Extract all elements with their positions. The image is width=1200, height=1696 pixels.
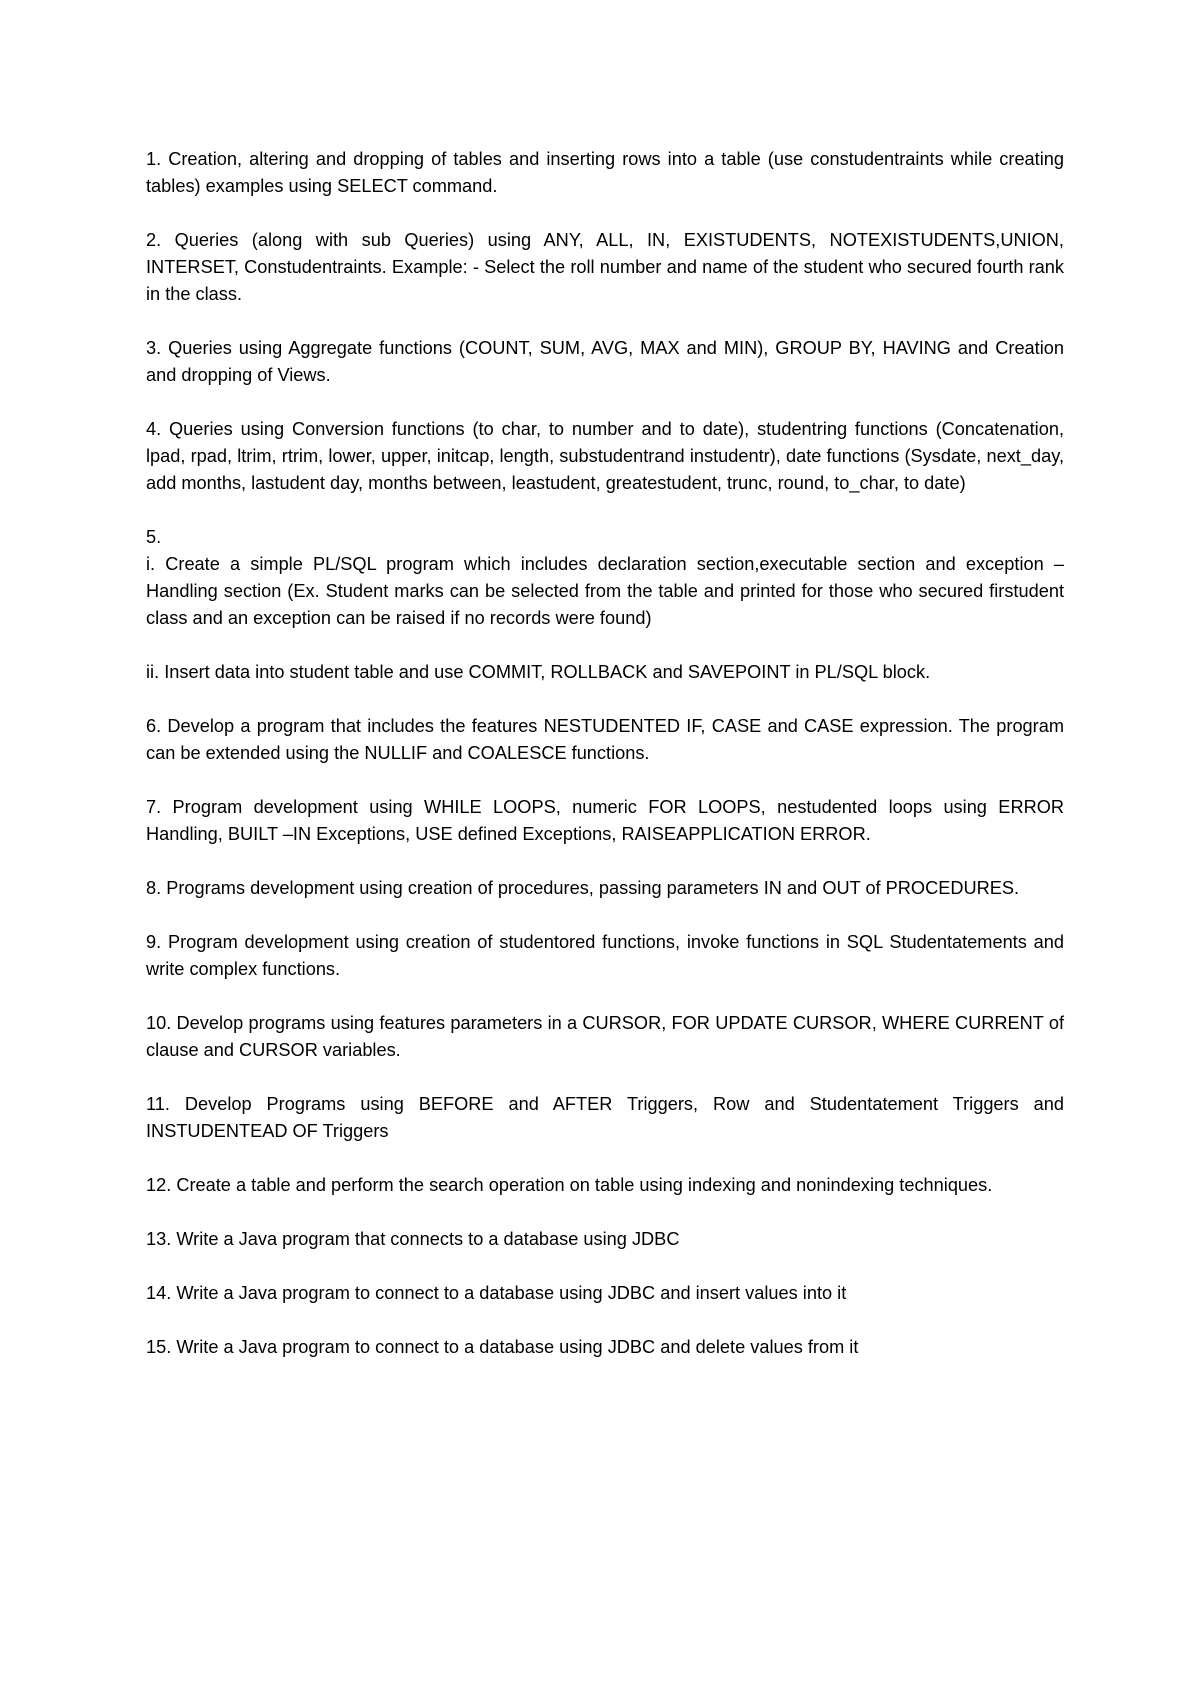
item-5-ii: ii. Insert data into student table and use COMMIT, ROLLBACK and SAVEPOINT in PL/SQL block. [146, 662, 931, 682]
item-7: 7. Program development using WHILE LOOPS, numeric FOR LOOPS, nestudented loops using ERROR Handling, BUILT –IN Exceptions, USE defined Exceptions, RAISEAPPLICATION ERROR. [146, 797, 1064, 844]
item-12: 12. Create a table and perform the search operation on table using indexing and nonindexing techniques. [146, 1175, 993, 1195]
item-9: 9. Program development using creation of studentored functions, invoke functions in SQL Studentatements and write complex functions. [146, 932, 1064, 979]
item-5-i: i. Create a simple PL/SQL program which includes declaration section,executable section and exception –Handling section (Ex. Student marks can be selected from the table and printed for those who secured firstudent class and an exception can be raised if no records were found) [146, 554, 1064, 628]
item-13: 13. Write a Java program that connects to a database using JDBC [146, 1229, 680, 1249]
item-3: 3. Queries using Aggregate functions (COUNT, SUM, AVG, MAX and MIN), GROUP BY, HAVING and Creation and dropping of Views. [146, 338, 1064, 385]
item-8: 8. Programs development using creation of procedures, passing parameters IN and OUT of PROCEDURES. [146, 878, 1020, 898]
document-body [146, 146, 1064, 1361]
item-14: 14. Write a Java program to connect to a database using JDBC and insert values into it [146, 1283, 847, 1303]
item-11: 11. Develop Programs using BEFORE and AFTER Triggers, Row and Studentatement Triggers and INSTUDENTEAD OF Triggers [146, 1094, 1064, 1141]
item-6: 6. Develop a program that includes the features NESTUDENTED IF, CASE and CASE expression. The program can be extended using the NULLIF and COALESCE functions. [146, 716, 1064, 763]
item-1: 1. Creation, altering and dropping of tables and inserting rows into a table (use constudentraints while creating tables) examples using SELECT command. [146, 149, 1064, 196]
item-2: 2. Queries (along with sub Queries) using ANY, ALL, IN, EXISTUDENTS, NOTEXISTUDENTS,UNION, INTERSET, Constudentraints. Example: - Select the roll number and name of the student who secured fourth rank in the class. [146, 230, 1064, 304]
item-10: 10. Develop programs using features parameters in a CURSOR, FOR UPDATE CURSOR, WHERE CURRENT of clause and CURSOR variables. [146, 1013, 1064, 1060]
item-15: 15. Write a Java program to connect to a database using JDBC and delete values from it [146, 1337, 859, 1357]
item-5-heading: 5. [146, 527, 162, 547]
item-4: 4. Queries using Conversion functions (to char, to number and to date), studentring functions (Concatenation, lpad, rpad, ltrim, rtrim, lower, upper, initcap, length, substudentrand instudentr), date functions (Sysdate, next_day, add months, lastudent day, months between, leastudent, greatestudent, trunc, round, to_char, to date) [146, 419, 1064, 493]
